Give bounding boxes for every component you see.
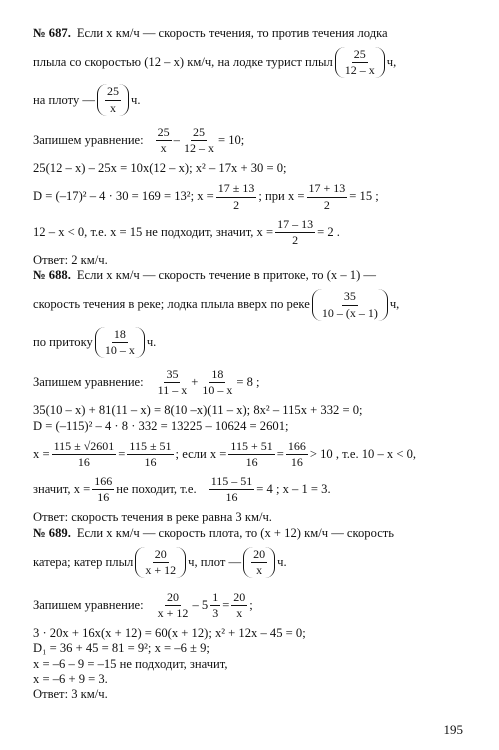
text: Если x км/ч — скорость течения, то против течения лодка [76, 26, 388, 40]
text: = 4 ; x – 1 = 3. [256, 482, 331, 497]
problem-689 [33, 526, 473, 702]
fraction: $\frac{115 + 51}{16}$ [230, 438, 273, 469]
paren-fraction [335, 47, 385, 78]
p687-line-5: 25(12 – x) – 25x = 10x(12 – x); x² – 17x + 30 = 0; [33, 161, 287, 176]
text: по притоку [33, 334, 93, 349]
paren-fraction [97, 84, 129, 115]
problem-number: № 689. [33, 525, 71, 540]
fraction: $\frac{35}{10 - (x - 1)}$ [321, 289, 378, 320]
p688-line-6: D = (–115)² – 4 · 8 · 332 = 13225 – 10624 = 2601; [33, 418, 289, 433]
p688-equation [33, 368, 473, 397]
p689-answer: Ответ: 3 км/ч. [33, 686, 108, 701]
fraction: $\frac{17 \pm 13}{2}$ [217, 181, 255, 212]
fraction: $\frac{115 \pm √2601}{16}$ [53, 438, 115, 469]
fraction: $\frac{18}{10 - x}$ [202, 367, 233, 398]
text: ч. [146, 334, 157, 349]
p688-line-3 [33, 327, 473, 358]
text: Если x км/ч — скорость течение в притоке, то (x – 1) — [76, 268, 377, 283]
p687-line-3 [33, 84, 473, 115]
p689-equation [33, 591, 473, 620]
fraction: $\frac{20}{x}$ [233, 590, 246, 621]
fraction: $\frac{1}{3}$ [212, 590, 219, 621]
fraction: $\frac{25}{12 - x}$ [344, 47, 375, 78]
operator: – [173, 132, 180, 147]
operator: + [191, 375, 199, 390]
p688-line-1 [33, 268, 473, 283]
text: ч, [389, 297, 400, 312]
fraction: $\frac{25}{x}$ [107, 84, 120, 115]
p687-line-1 [33, 26, 473, 41]
equation-label: Запишем уравнение: [33, 132, 144, 147]
text: плыла со скоростью (12 – x) км/ч, на лодке турист плыл [33, 55, 333, 70]
p687-line-2 [33, 47, 473, 78]
p688-answer: Ответ: скорость течения в реке равна 3 км/ч. [33, 510, 272, 525]
p689-line-1 [33, 526, 473, 541]
p687-equation [33, 126, 473, 155]
operator: = [276, 446, 284, 461]
fraction: $\frac{115 - 51}{16}$ [210, 474, 253, 505]
p688-line-8 [33, 475, 473, 504]
fraction: $\frac{20}{x + 12}$ [157, 590, 189, 621]
paren-fraction [95, 327, 145, 358]
fraction: $\frac{17 + 13}{2}$ [308, 181, 346, 212]
paren-fraction [243, 547, 275, 578]
text: x = [33, 446, 50, 461]
fraction: $\frac{35}{11 - x}$ [157, 367, 188, 398]
problem-687 [33, 26, 473, 268]
text: = 10; [217, 132, 245, 147]
text: = 2 . [317, 224, 340, 239]
fraction: $\frac{20}{x + 12}$ [145, 546, 177, 577]
text: ; при x = [258, 189, 305, 204]
equation-label: Запишем уравнение: [33, 598, 144, 613]
fraction: $\frac{166}{16}$ [94, 474, 113, 505]
p688-line-2 [33, 289, 473, 320]
p688-line-7 [33, 440, 473, 469]
text: ; если x = [175, 446, 227, 461]
operator: = [222, 598, 230, 613]
text: на плоту — [33, 92, 96, 107]
paren-fraction [312, 289, 388, 320]
text: катера; катер плыл [33, 554, 134, 569]
operator: = [118, 446, 126, 461]
p689-line-7: x = –6 + 9 = 3. [33, 671, 108, 686]
fraction: $\frac{20}{x}$ [253, 546, 266, 577]
fraction: $\frac{17 - 13}{2}$ [277, 216, 314, 247]
fraction: $\frac{25}{12 - x}$ [183, 124, 214, 156]
text: Если x км/ч — скорость плота, то (x + 12) км/ч — скорость [76, 525, 395, 540]
text: = 8 ; [236, 375, 260, 390]
fraction: $\frac{25}{x}$ [157, 124, 170, 156]
text: ; [249, 598, 253, 613]
text: значит, x = [33, 482, 91, 497]
text: ч. [277, 554, 287, 569]
paren-fraction [135, 547, 186, 578]
p689-line-4: 3 · 20x + 16x(x + 12) = 60(x + 12); x² + 12x – 45 = 0; [33, 626, 306, 641]
text: > 10 , т.е. 10 – x < 0, [309, 446, 417, 461]
textbook-page [33, 26, 473, 702]
p687-line-6 [33, 182, 473, 211]
problem-number: № 688. [33, 268, 71, 283]
p689-line-2 [33, 547, 473, 578]
text: 12 – x < 0, т.е. x = 15 не подходит, значит, x = [33, 224, 274, 239]
p689-line-5: D₁ = 36 + 45 = 81 = 9²; x = –6 ± 9; [33, 641, 210, 656]
text: ч, плот — [188, 554, 242, 569]
text: ч. [131, 92, 141, 107]
fraction: $\frac{18}{10 - x}$ [104, 326, 135, 357]
problem-688 [33, 268, 473, 525]
text: не походит, т.е. [116, 482, 197, 497]
text: ч, [386, 55, 397, 70]
fraction: $\frac{166}{16}$ [287, 438, 306, 469]
equation-label: Запишем уравнение: [33, 375, 144, 390]
problem-number: № 687. [33, 26, 71, 40]
p689-line-6: x = –6 – 9 = –15 не подходит, значит, [33, 656, 228, 671]
operator: – 5 [192, 598, 209, 613]
text: скорость течения в реке; лодка плыла вверх по реке [33, 297, 310, 312]
text: D = (–17)² – 4 · 30 = 169 = 13²; x = [33, 189, 214, 204]
text: = 15 ; [349, 189, 379, 204]
page-number: 195 [443, 722, 463, 737]
fraction: $\frac{115 \pm 51}{16}$ [129, 438, 172, 469]
p687-line-7 [33, 218, 473, 247]
p687-answer: Ответ: 2 км/ч. [33, 253, 108, 268]
p688-line-5: 35(10 – x) + 81(11 – x) = 8(10 –x)(11 – x); 8x² – 115x + 332 = 0; [33, 403, 363, 418]
